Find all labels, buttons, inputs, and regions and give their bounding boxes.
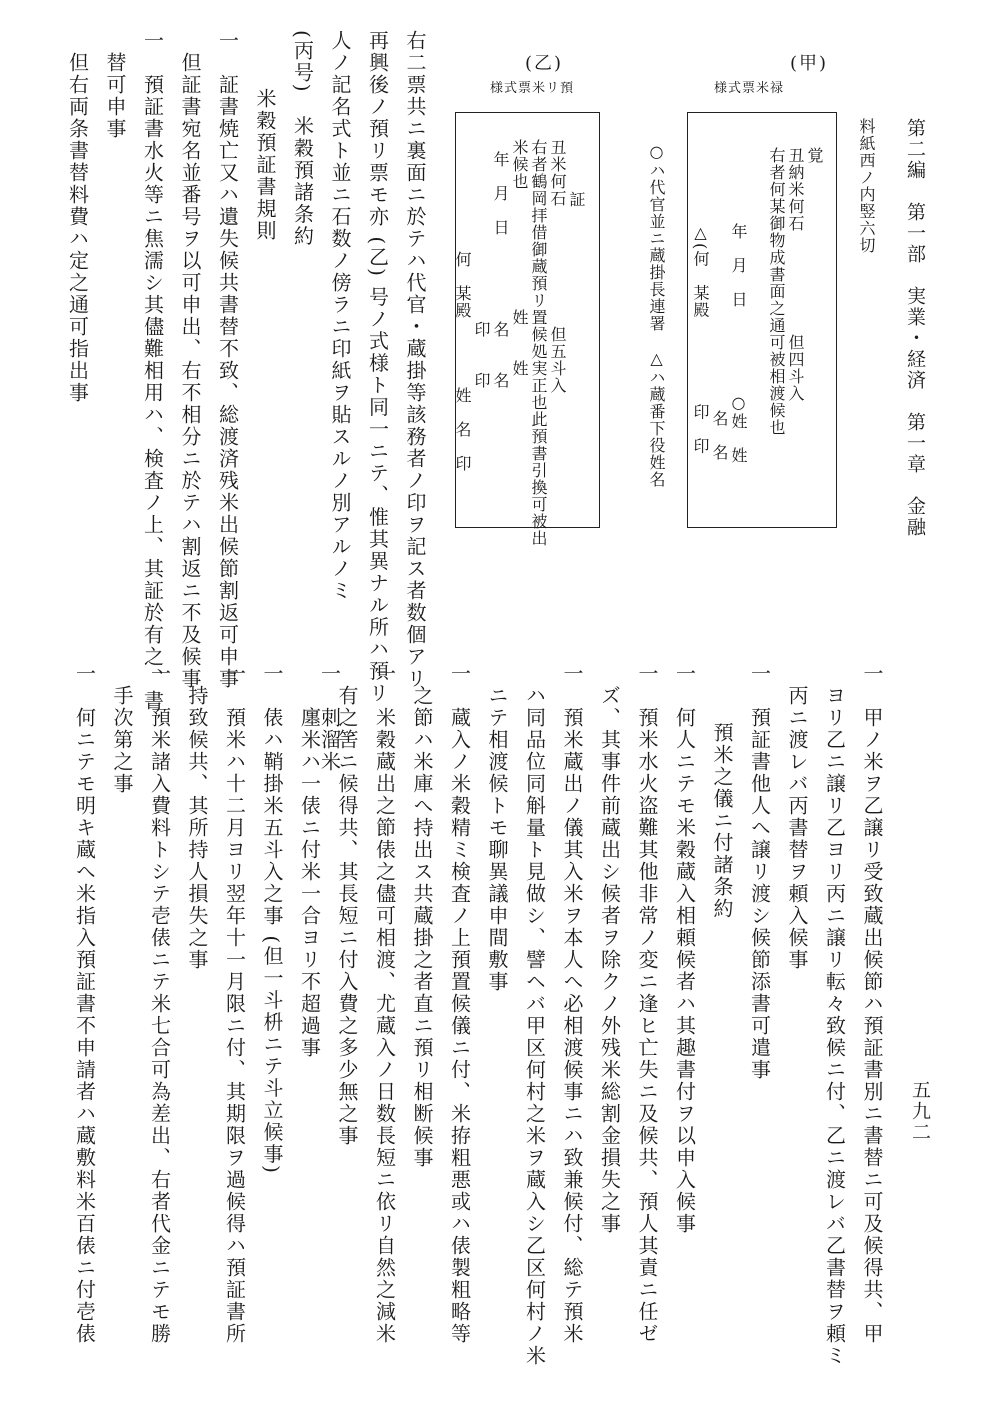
- running-head: 第二編 第一部 実業・経済 第一章 金融: [904, 118, 926, 538]
- lower-line-13: 之節ハ米庫へ持出ス共蔵掛之者直ニ預リ相断候事: [410, 663, 434, 1169]
- lower-line-19: 持致候共、其所持人損失之事: [185, 663, 209, 971]
- upper-body-line-8: 一 預証書水火等ニ焦濡シ其儘難相用ハ、検査ノ上、其証於有之、書: [140, 30, 165, 712]
- upper-body-line-3: 人ノ記名式ト並ニ石数ノ傍ラニ印紙ヲ貼スルノ別アルノミ: [328, 30, 352, 602]
- upper-body-line-2: 再興後ノ預リ票モ亦 (乙) 号ノ式様ト同一ニテ、惟其異ナル所ハ預リ: [365, 30, 390, 705]
- lower-line-4: 一 預証書他人へ譲リ渡シ候節添書可遣事: [747, 663, 772, 1081]
- upper-body-line-10: 但右両条書替料費ハ定之通可指出事: [65, 30, 90, 404]
- lower-line-1: 一 甲ノ米ヲ乙譲リ受致蔵出候節ハ預証書別ニ書替ニ可及候得共、甲: [860, 663, 884, 1345]
- upper-otsu-lines-line-3: 右者鶴岡拝借御蔵預リ置候処実正也此預書引換可被出: [529, 139, 548, 547]
- upper-kou-lines-line-3: 右者何某御物成書面之通可被相渡候也: [767, 147, 786, 436]
- lower-line-21: 手次第之事: [110, 663, 134, 795]
- upper-kou-lines-line-6: 名 名: [710, 223, 729, 461]
- upper-body-line-6: 一 証書焼亡又ハ遺失候共書替不致、総渡済残米出候節割返可申事: [215, 30, 240, 690]
- lower-line-16: 一 刺溜米 廛米ハ一俵ニ付米一合ヨリ不超過事: [297, 663, 342, 1059]
- lower-line-10: ハ同品位同斛量ト見做シ、譬ヘバ甲区何村之米ヲ蔵入シ乙区何村ノ米: [522, 663, 547, 1367]
- lower-line-20: 一 預米諸入費料トシテ壱俵ニテ米七合可為差出、右者代金ニテモ勝: [147, 663, 172, 1345]
- upper-kou-lines-line-5: 年 月 日 ○姓 姓: [729, 223, 748, 464]
- lower-line-17: 一 俵ハ鞘掛米五斗入之事 (但一斗枡ニテ斗立候事): [260, 663, 284, 1175]
- lower-line-9: 一 預米蔵出ノ儀其入米ヲ本人へ必相渡候事ニハ致兼候付、総テ預米: [560, 663, 584, 1345]
- lower-line-12: 一 蔵入ノ米穀精ミ検査ノ上預置候儀ニ付、米拵粗悪或ハ俵製粗略等: [447, 663, 472, 1345]
- paper-note: 料紙西ノ内竪六切: [857, 118, 876, 254]
- lower-line-7: 一 預米水火盗難其他非常ノ変ニ逢ヒ亡失ニ及候共、預人其責ニ任ゼ: [635, 663, 659, 1345]
- upper-otsu-lines-line-7: 何 某殿 姓 名 印: [453, 251, 472, 472]
- lower-line-6: 一 何人ニテモ米穀蔵入相頼候者ハ其趣書付ヲ以申入候事: [672, 663, 697, 1235]
- upper-kou-lines-line-1: 覚: [805, 147, 824, 164]
- upper-body-line-1: 右二票共ニ裏面ニ於テハ代官・蔵掛等該務者ノ印ヲ記ス者数個アリ: [403, 30, 427, 690]
- form-kou-heading: (甲): [790, 53, 829, 74]
- lower-line-11: ニテ相渡候トモ聊異議申間敷事: [485, 663, 509, 993]
- upper-body-line-5: 米穀預証書規則: [253, 88, 277, 242]
- lower-line-18: 一 預米ハ十二月ヨリ翌年十一月限ニ付、其期限ヲ過候得ハ預証書所: [222, 663, 247, 1345]
- form-kou-note: ○ハ代官並ニ蔵掛長連署 △ハ蔵番下役姓名: [647, 142, 666, 488]
- lower-line-14: 一 米穀蔵出之節俵之儘可相渡、尤蔵入ノ日数長短ニ依リ自然之減米: [372, 663, 397, 1345]
- lower-line-5: 預米之儀ニ付諸条約: [710, 722, 734, 920]
- upper-body-line-4: (丙号) 米穀預諸条約: [290, 30, 315, 248]
- form-otsu-caption: 様式票米リ預: [490, 81, 575, 96]
- upper-otsu-lines-line-2: 丑米何石 但五斗入: [548, 139, 567, 394]
- upper-kou-lines-line-7: △(何 某殿 印 印: [691, 223, 710, 455]
- form-kou-caption: 様式票米禄: [714, 81, 785, 96]
- upper-otsu-lines-line-4: 米候也 姓 姓: [510, 139, 529, 377]
- lower-line-2: ヨリ乙ニ譲リ乙ヨリ丙ニ譲リ転々致候ニ付、乙ニ渡レバ乙書替ヲ頼ミ: [822, 663, 847, 1367]
- lower-line-8: ズ、其事件前蔵出シ候者ヲ除クノ外残米総割金損失之事: [597, 663, 622, 1235]
- lower-line-22: 一 何ニテモ明キ蔵へ米指入預証書不申請者ハ蔵敷料米百俵ニ付壱俵: [72, 663, 97, 1345]
- page-number: 五九二: [909, 1080, 931, 1143]
- upper-otsu-lines-line-1: 証: [567, 191, 586, 208]
- upper-body-line-7: 但証書宛名並番号ヲ以可申出、右不相分ニ於テハ割返ニ不及候事: [178, 30, 202, 690]
- form-kou-box: [687, 112, 837, 528]
- upper-body-line-9: 替可申事: [103, 30, 127, 140]
- form-otsu-box: [453, 112, 600, 547]
- upper-otsu-lines-line-6: 印 印: [472, 151, 491, 389]
- upper-kou-lines-line-2: 丑納米何石 但四斗入: [786, 147, 805, 402]
- lower-line-15: 有之筈ニ候得共、其長短ニ付入費之多少無之事: [335, 663, 359, 1147]
- upper-otsu-lines-line-5: 年 月 日 名 名: [491, 151, 510, 389]
- form-otsu-heading: (乙): [525, 53, 564, 74]
- lower-line-3: 丙ニ渡レバ丙書替ヲ頼入候事: [785, 663, 809, 971]
